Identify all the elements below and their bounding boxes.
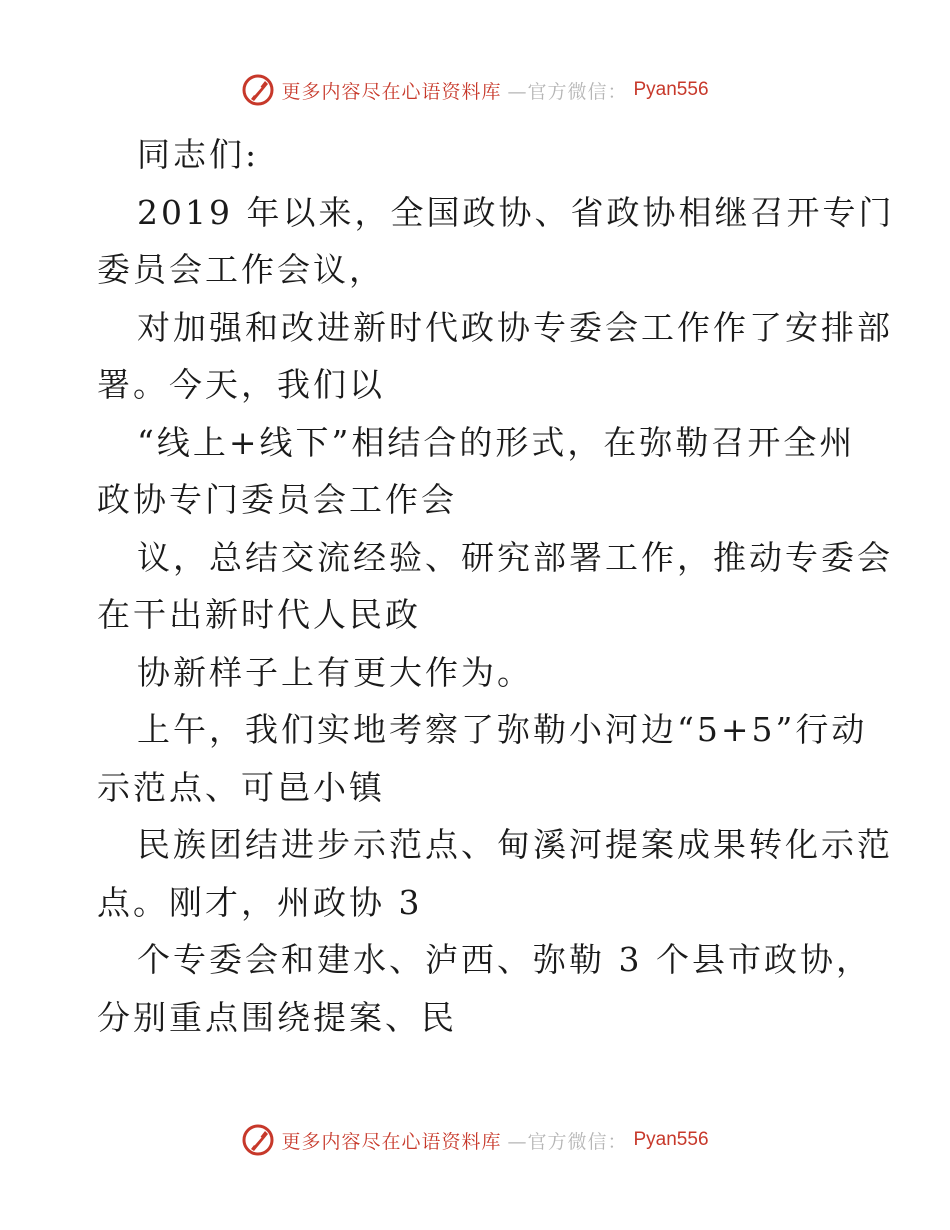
body-line: 民族团结进步示范点、甸溪河提案成果转化示范 bbox=[137, 825, 893, 864]
header-text: 更多内容尽在心语资料库 bbox=[281, 80, 502, 103]
footer-wechat-id: Pyan556 bbox=[633, 1129, 709, 1150]
body-line: 政协专门委员会工作会 bbox=[97, 480, 457, 519]
body-line: 示范点、可邑小镇 bbox=[97, 767, 385, 807]
body-line: “线上+线下”相结合的形式，在弥勒召开全州 bbox=[137, 422, 856, 462]
body-line: 委员会工作会议， bbox=[97, 250, 385, 289]
quill-pen-circle-icon bbox=[241, 73, 275, 107]
quill-pen-circle-icon bbox=[241, 1123, 275, 1157]
body-line: 2019 年以来，全国政协、省政协相继召开专门 bbox=[137, 192, 895, 232]
body-line: 协新样子上有更大作为。 bbox=[137, 652, 533, 692]
body-line: 上午，我们实地考察了弥勒小河边“5+5”行动 bbox=[137, 710, 868, 749]
footer-banner bbox=[0, 1120, 950, 1160]
body-line: 对加强和改进新时代政协专委会工作作了安排部 bbox=[137, 307, 893, 347]
header-separator: —官方微信： bbox=[507, 80, 628, 103]
footer-separator: —官方微信： bbox=[507, 1130, 628, 1153]
footer-text: 更多内容尽在心语资料库 bbox=[281, 1130, 502, 1153]
body-line: 分别重点围绕提案、民 bbox=[97, 997, 457, 1037]
body-line: 议，总结交流经验、研究部署工作，推动专委会 bbox=[137, 537, 893, 577]
body-line: 个专委会和建水、泸西、弥勒 3 个县市政协， bbox=[137, 940, 872, 979]
body-line: 同志们: bbox=[137, 135, 260, 174]
body-line: 点。刚才，州政协 3 bbox=[97, 882, 423, 922]
body-text bbox=[97, 126, 895, 1046]
header-wechat-id: Pyan556 bbox=[633, 79, 709, 100]
header-banner bbox=[0, 70, 950, 110]
body-line: 在干出新时代人民政 bbox=[97, 595, 421, 634]
body-line: 署。今天，我们以 bbox=[97, 365, 385, 404]
